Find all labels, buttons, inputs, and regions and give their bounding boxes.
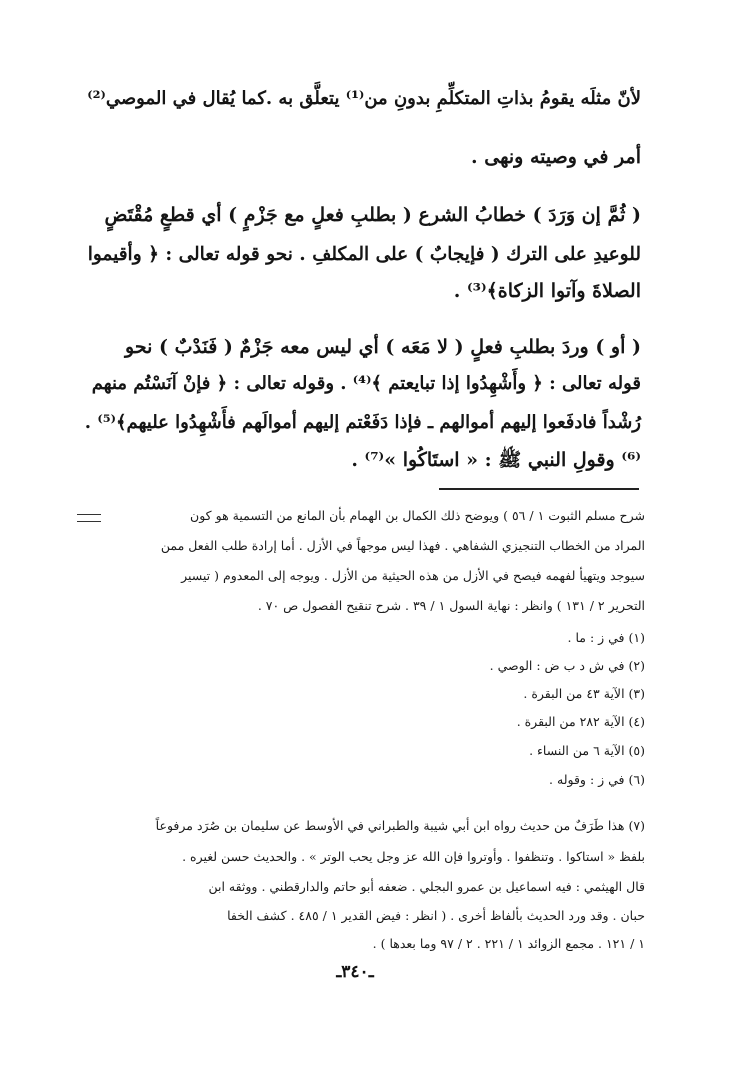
main-line-2: أمر في وصيته ونهى . bbox=[471, 146, 641, 168]
note-line-3: سيوجد ويتهيأ لفهمه فيصح في الأزل من هذه الحيثية من الأزل . ويوجه إلى المعدوم ( تيسير bbox=[181, 568, 645, 583]
footnote-7-line-3: قال الهيثمي : فيه اسماعيل بن عمرو البجلي . ضعفه أبو حاتم والدارقطني . ووثقه ابن bbox=[208, 879, 645, 894]
footnote-6: (٦) في ز : وقوله . bbox=[549, 772, 645, 787]
footnote-3: (٣) الآية ٤٣ من البقرة . bbox=[523, 686, 645, 701]
main-line-1: لأنّ مثلَه يقومُ بذاتِ المتكلِّمِ بدونِ من⁽¹⁾ يتعلَّق به .كما يُقال في الموصي⁽²⁾ bbox=[87, 88, 641, 109]
footnote-1: (١) في ز : ما . bbox=[567, 630, 645, 645]
main-line-5: الصلاةَ وآتوا الزكاة﴾⁽³⁾ . bbox=[453, 280, 641, 302]
footnote-4: (٤) الآية ٢٨٢ من البقرة . bbox=[516, 714, 645, 729]
main-line-9: ⁽⁶⁾ وقولِ النبي ﷺ : « استَاكُوا »⁽⁷⁾ . bbox=[351, 449, 641, 471]
footnote-7-line-4: حبان . وقد ورد الحديث بألفاظ أخرى . ( انظر : فيض القدير ١ / ٤٨٥ . كشف الخفا bbox=[227, 908, 645, 923]
main-line-4: للوعيدِ على الترك ( فإيجابٌ ) على المكلفِ . نحو قوله تعالى : ﴿ وأقيموا bbox=[87, 244, 641, 265]
main-line-8: رُشْداً فادفَعوا إليهم أموالهم ـ فإذا دَفَعْتم إليهم أموالَهم فأَشْهِدُوا عليهم﴾⁽⁵⁾ . bbox=[84, 412, 641, 433]
main-line-7: قوله تعالى : ﴿ وأَشْهِدُوا إذا تبايعتم ﴾⁽⁴⁾ . وقوله تعالى : ﴿ فإنْ آنَسْتُم منهم bbox=[91, 373, 641, 394]
footnote-7-line-2: بلفظ « استاكوا . وتنظفوا . وأوتروا فإن الله عز وجل يحب الوتر » . والحديث حسن لغيره . bbox=[182, 849, 645, 864]
footnote-7-line-1: (٧) هذا طَرَفٌ من حديث رواه ابن أبي شيبة والطبراني في الأوسط عن سليمان بن صُرَد مرفوعاً bbox=[155, 818, 645, 833]
footnote-7-line-5: ١ / ١٢١ . مجمع الزوائد ١ / ٢٢١ . ٢ / ٩٧ وما بعدها ) . bbox=[372, 936, 645, 951]
footnote-5: (٥) الآية ٦ من النساء . bbox=[529, 743, 645, 758]
note-line-2: المراد من الخطاب التنجيزي الشفاهي . فهذا ليس موجهاً في الأزل . أما إرادة طلب الفعل ممن bbox=[160, 538, 645, 553]
page-number: ـ٣٤٠ـ bbox=[336, 962, 374, 982]
footnote-2: (٢) في ش د ب ض : الوصي . bbox=[489, 658, 645, 673]
note-line-4: التحرير ٢ / ١٣١ ) وانظر : نهاية السول ١ / ٣٩ . شرح تنقيح الفصول ص ٧٠ . bbox=[257, 598, 645, 613]
note-line-1: شرح مسلم الثبوت ١ / ٥٦ ) ويوضح ذلك الكمال بن الهمام بأن المانع من التسمية هو كون bbox=[190, 508, 645, 523]
main-line-3: ( ثُمَّ إن وَرَدَ ) خطابُ الشرع ( بطلبِ فعلٍ مع جَزْمٍ ) أي قطعٍ مُقْتَضٍ bbox=[104, 204, 641, 226]
main-line-6: ( أو ) وردَ بطلبِ فعلٍ ( لا مَعَه ) أي ليس معه جَزْمٌ ( فَنَدْبٌ ) نحو bbox=[125, 336, 641, 358]
continuation-mark bbox=[77, 514, 101, 522]
footnote-separator bbox=[439, 488, 639, 490]
